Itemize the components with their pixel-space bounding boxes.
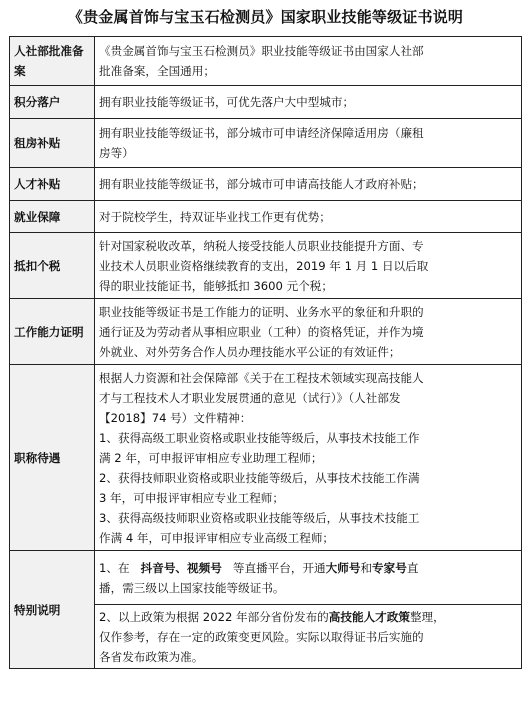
text-line: 根据人力资源和社会保障部《关于在工程技术领域实现高技能人 (99, 370, 424, 385)
text-line: 各省发布政策为准。 (99, 649, 204, 664)
row-label: 工作能力证明 (10, 299, 95, 365)
text-line: 《贵金属首饰与宝玉石检测员》职业技能等级证书由国家人社部 (99, 44, 424, 58)
row-value (95, 86, 522, 119)
row-value (95, 168, 522, 201)
row-label: 职称待遇 (10, 365, 95, 551)
text-line (99, 607, 517, 627)
text-line: 通行证及为劳动者从事相应职业（工种）的资格凭证，并作为境 (99, 324, 424, 339)
text-line: 3、获得高级技师职业资格或职业技能等级后，从事技术技能工 (99, 510, 420, 525)
text-line: 3 年，可申报评审相应专业工程师； (99, 490, 284, 505)
text-line: 1、获得高级工职业资格或职业技能等级后，从事技术技能工作 (99, 430, 420, 445)
text-line: 房等） (99, 146, 134, 160)
row-value (95, 551, 522, 605)
row-value (95, 119, 522, 168)
row-label: 积分落户 (10, 86, 95, 119)
policy-table (9, 36, 522, 669)
row-label: 人社部批准备案 (10, 37, 95, 86)
row-value (95, 37, 522, 86)
table-row (10, 86, 522, 119)
row-value (95, 299, 522, 365)
table-row (10, 551, 522, 605)
text-line: 作满 4 年，可申报评审相应专业高级工程师； (99, 530, 335, 545)
table-row (10, 37, 522, 86)
text-fragment: 2、以上政策为根据 2022 年部分省份发布的 (99, 609, 329, 624)
table-row (10, 201, 522, 233)
text-line: 拥有职业技能等级证书，可优先落户大中型城市； (99, 95, 355, 109)
text-fragment: 整理， (409, 609, 445, 624)
text-line: 职业技能等级证书是工作能力的证明、业务水平的象征和升职的 (99, 304, 424, 319)
row-label: 租房补贴 (10, 119, 95, 168)
text-line: 【2018】74 号）文件精神： (99, 410, 252, 425)
row-label: 抵扣个税 (10, 233, 95, 299)
text-line: 针对国家税收改革，纳税人接受技能人员职业技能提升方面、专 (99, 238, 424, 253)
text-line: 得的职业技能证书，能够抵扣 3600 元个税； (99, 278, 333, 293)
row-value (95, 233, 522, 299)
row-value (95, 201, 522, 233)
text-bold: 抖音号、视频号 (140, 560, 222, 575)
text-line: 拥有职业技能等级证书，部分城市可申请高技能人才政府补贴； (99, 177, 424, 191)
row-value (95, 605, 522, 669)
text-line: 业技术人员职业资格继续教育的支出，2019 年 1 月 1 日以后取 (99, 258, 429, 273)
text-fragment: 1、在 (99, 560, 130, 575)
row-label: 人才补贴 (10, 168, 95, 201)
text-line: 播，需三级以上国家技能等级证书。 (99, 580, 285, 595)
text-line (99, 558, 517, 578)
table-row (10, 365, 522, 551)
table-row (10, 119, 522, 168)
text-line: 满 2 年，可申报评审相应专业助理工程师； (99, 450, 323, 465)
text-line: 仅作参考，存在一定的政策变更风险。实际以取得证书后实施的 (99, 629, 424, 644)
row-value (95, 365, 522, 551)
text-line: 拥有职业技能等级证书，部分城市可申请经济保障适用房（廉租 (99, 126, 424, 140)
text-bold: 专家号 (372, 560, 407, 575)
document-title: 《贵金属首饰与宝玉石检测员》国家职业技能等级证书说明 (67, 8, 464, 26)
table-row (10, 168, 522, 201)
text-fragment: 直 (406, 560, 419, 575)
text-line: 批准备案，全国通用； (99, 64, 215, 78)
table-row (10, 233, 522, 299)
table-row (10, 299, 522, 365)
text-line: 外就业、对外劳务合作人员办理技能水平公证的有效证件； (99, 344, 401, 359)
text-bold: 大师号 (325, 560, 361, 575)
text-bold: 高技能人才政策 (328, 609, 410, 624)
text-line: 2、获得技师职业资格或职业技能等级后，从事技术技能工作满 (99, 470, 420, 485)
text-fragment: 和 (360, 560, 373, 575)
text-fragment: 等直播平台，开通 (232, 560, 326, 575)
text-line: 对于院校学生，持双证毕业找工作更有优势； (99, 209, 331, 224)
row-label: 就业保障 (10, 201, 95, 233)
text-line: 才与工程技术人才职业发展贯通的意见（试行）》（人社部发 (99, 390, 401, 405)
row-label: 特别说明 (10, 551, 95, 669)
